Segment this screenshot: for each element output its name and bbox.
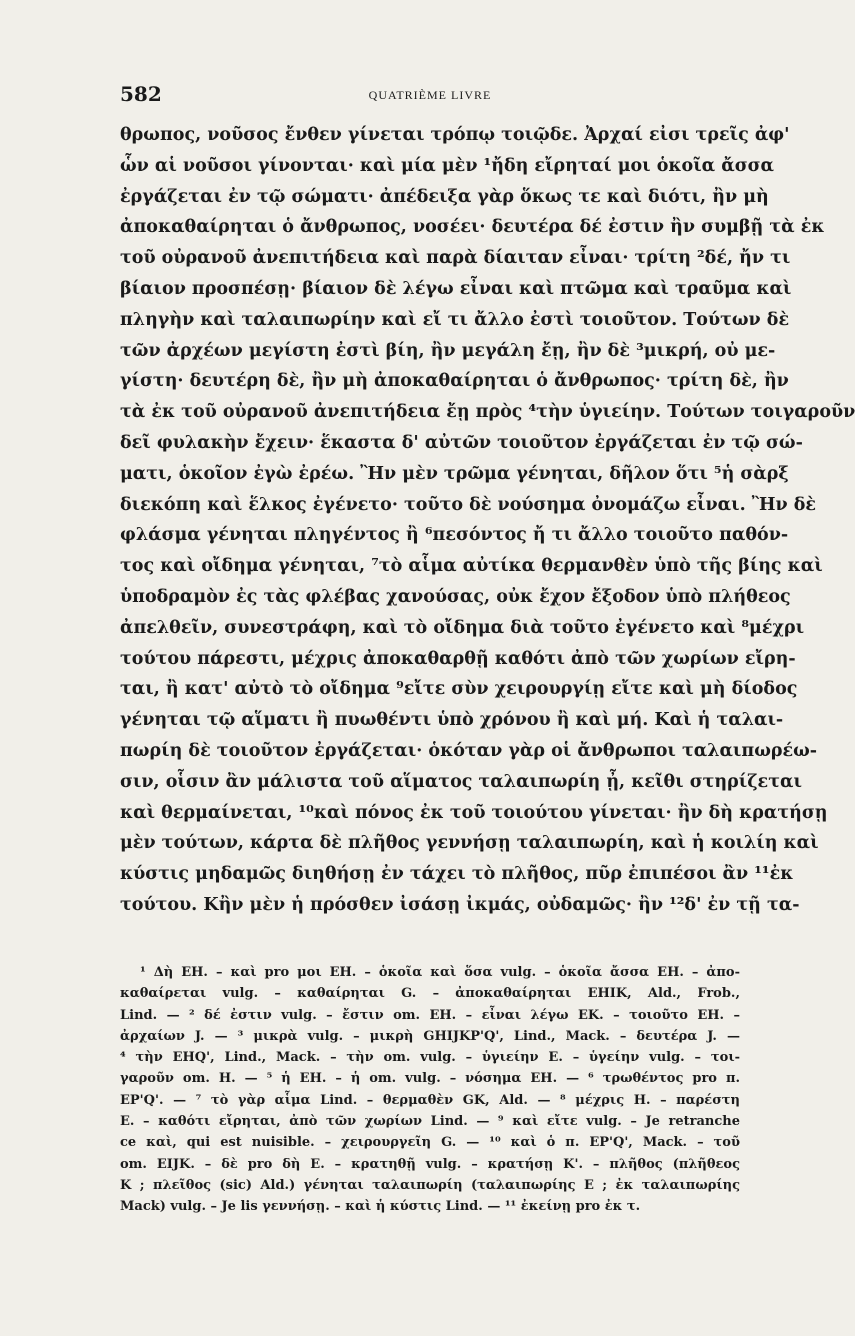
- text-line: τῶν ἀρχέων μεγίστη ἐστὶ βίη, ἢν μεγάλη ἔῃ, ἢν δὲ ³μικρή, οὐ με-: [120, 340, 776, 361]
- footnote-line: καθαίρεται vulg. – καθαίρηται G. – ἀποκαθαίρηται EHIK, Ald., Frob.,: [120, 986, 740, 1002]
- text-line: τος καὶ οἴδημα γένηται, ⁷τὸ αἷμα αὐτίκα θερμανθὲν ὑπὸ τῆς βίης καὶ: [120, 556, 823, 577]
- text-line: ται, ἢ κατ' αὐτὸ τὸ οἴδημα ⁹εἴτε σὺν χειρουργίῃ εἴτε καὶ μὴ δίοδος: [120, 679, 798, 700]
- footnote-line: EP'Q'. — ⁷ τὸ γὰρ αἷμα Lind. – θερμαθὲν GK, Ald. — ⁸ μέχρις H. – παρέστη: [120, 1092, 740, 1108]
- text-line: δεῖ φυλακὴν ἔχειν· ἕκαστα δ' αὐτῶν τοιοῦτον ἐργάζεται ἐν τῷ σώ-: [120, 432, 803, 453]
- text-line: θρωπος, νοῦσος ἔνθεν γίνεται τρόπῳ τοιῷδε. Ἀρχαί εἰσι τρεῖς ἀφ': [120, 125, 790, 145]
- footnote-line: K ; πλεῖθος (sic) Ald.) γένηται ταλαιπωρίη (ταλαιπωρίης E ; ἐκ ταλαιπωρίης: [120, 1177, 740, 1193]
- text-line: γένηται τῷ αἵματι ἢ πυωθέντι ὑπὸ χρόνου ἢ καὶ μή. Καὶ ἡ ταλαι-: [120, 710, 784, 731]
- text-line: μὲν τούτων, κάρτα δὲ πλῆθος γεννήσῃ ταλαιπωρίη, καὶ ἡ κοιλίη καὶ: [120, 833, 819, 854]
- text-line: τοῦ οὐρανοῦ ἀνεπιτήδεια καὶ παρὰ δίαιταν εἶναι· τρίτη ²δέ, ἤν τι: [120, 248, 791, 269]
- text-line: σιν, οἷσιν ἂν μάλιστα τοῦ αἵματος ταλαιπωρίη ᾖ, κεῖθι στηρίζεται: [120, 771, 802, 792]
- footnote-line: Mack) vulg. – Je lis γεννήσῃ. – καὶ ἡ κύστις Lind. — ¹¹ ἐκείνῃ pro ἐκ τ.: [120, 1199, 641, 1215]
- text-line: τούτου πάρεστι, μέχρις ἀποκαθαρθῇ καθότι ἀπὸ τῶν χωρίων εἴρη-: [120, 648, 796, 669]
- footnote-line: ἀρχαίων J. — ³ μικρὰ vulg. – μικρὴ GHIJKP'Q', Lind., Mack. – δευτέρα J. —: [120, 1028, 740, 1044]
- text-line: ὑποδραμὸν ἐς τὰς φλέβας χανούσας, οὐκ ἔχον ἔξοδον ὑπὸ πλήθεος: [120, 586, 791, 607]
- footnote-line: ⁴ τὴν EHQ', Lind., Mack. – τὴν om. vulg. – ὑγιείην E. – ὑγείην vulg. – τοι-: [120, 1050, 740, 1066]
- text-line: ἐργάζεται ἐν τῷ σώματι· ἀπέδειξα γὰρ ὅκως τε καὶ διότι, ἢν μὴ: [120, 186, 769, 207]
- footnotes: [120, 962, 740, 1218]
- text-line: ὧν αἱ νοῦσοι γίνονται· καὶ μία μὲν ¹ἤδη εἴρηταί μοι ὁκοῖα ἄσσα: [120, 155, 774, 176]
- footnote-line: γαροῦν om. H. — ⁵ ἡ EH. – ἡ om. vulg. – νόσημα EH. — ⁶ τρωθέντος pro π.: [120, 1071, 740, 1087]
- text-line: τούτου. Κἢν μὲν ἡ πρόσθεν ἰσάσῃ ἰκμάς, οὐδαμῶς· ἢν ¹²δ' ἐν τῇ τα-: [120, 894, 800, 915]
- main-text: [120, 120, 855, 921]
- footnote-line: ce καὶ, qui est nuisible. – χειρουργεῖη G. — ¹⁰ καὶ ὁ π. EP'Q', Mack. – τοῦ: [120, 1135, 740, 1151]
- page-header: [120, 82, 740, 106]
- text-line: γίστη· δευτέρη δὲ, ἢν μὴ ἀποκαθαίρηται ὁ ἄνθρωπος· τρίτη δὲ, ἢν: [120, 371, 789, 392]
- text-line: φλάσμα γένηται πληγέντος ἢ ⁶πεσόντος ἤ τι ἄλλο τοιοῦτο παθόν-: [120, 525, 789, 546]
- running-head: QUATRIÈME LIVRE: [368, 88, 492, 102]
- text-line: τὰ ἐκ τοῦ οὐρανοῦ ἀνεπιτήδεια ἔῃ πρὸς ⁴τὴν ὑγιείην. Τούτων τοιγαροῦν: [120, 402, 855, 423]
- page-number: 582: [120, 82, 162, 106]
- footnote-line: Lind. — ² δέ ἐστιν vulg. – ἔστιν om. EH. – εἶναι λέγω EK. – τοιοῦτο EH. –: [120, 1007, 740, 1023]
- text-line: ἀποκαθαίρηται ὁ ἄνθρωπος, νοσέει· δευτέρα δέ ἐστιν ἢν συμβῇ τὰ ἐκ: [120, 217, 825, 238]
- text-line: πληγὴν καὶ ταλαιπωρίην καὶ εἴ τι ἄλλο ἐστὶ τοιοῦτον. Τούτων δὲ: [120, 309, 790, 330]
- text-line: πωρίη δὲ τοιοῦτον ἐργάζεται· ὁκόταν γὰρ οἱ ἄνθρωποι ταλαιπωρέω-: [120, 740, 818, 761]
- text-line: βίαιον προσπέσῃ· βίαιον δὲ λέγω εἶναι καὶ πτῶμα καὶ τραῦμα καὶ: [120, 278, 792, 299]
- footnote-line: ¹ Δὴ EH. – καὶ pro μοι EH. – ὁκοῖα καὶ ὅσα vulg. – ὁκοῖα ἄσσα EH. – ἀπο-: [140, 965, 740, 980]
- footnote-line: E. – καθότι εἴρηται, ἀπὸ τῶν χωρίων Lind. — ⁹ καὶ εἴτε vulg. – Je retranche: [120, 1114, 740, 1130]
- text-line: κύστις μηδαμῶς διηθήσῃ ἐν τάχει τὸ πλῆθος, πῦρ ἐπιπέσοι ἂν ¹¹ἐκ: [120, 864, 794, 885]
- text-line: καὶ θερμαίνεται, ¹⁰καὶ πόνος ἐκ τοῦ τοιούτου γίνεται· ἢν δὴ κρατήσῃ: [120, 802, 828, 823]
- text-line: ἀπελθεῖν, συνεστράφη, καὶ τὸ οἴδημα διὰ τοῦτο ἐγένετο καὶ ⁸μέχρι: [120, 617, 805, 638]
- text-line: διεκόπη καὶ ἕλκος ἐγένετο· τοῦτο δὲ νούσημα ὀνομάζω εἶναι. Ἢν δὲ: [120, 494, 817, 515]
- footnote-line: om. EIJK. – δὲ pro δὴ E. – κρατηθῇ vulg. – κρατήσῃ K'. – πλῆθος (πλῆθεος: [120, 1156, 740, 1172]
- text-line: ματι, ὁκοῖον ἐγὼ ἐρέω. Ἢν μὲν τρῶμα γένηται, δῆλον ὅτι ⁵ἡ σὰρξ: [120, 463, 789, 484]
